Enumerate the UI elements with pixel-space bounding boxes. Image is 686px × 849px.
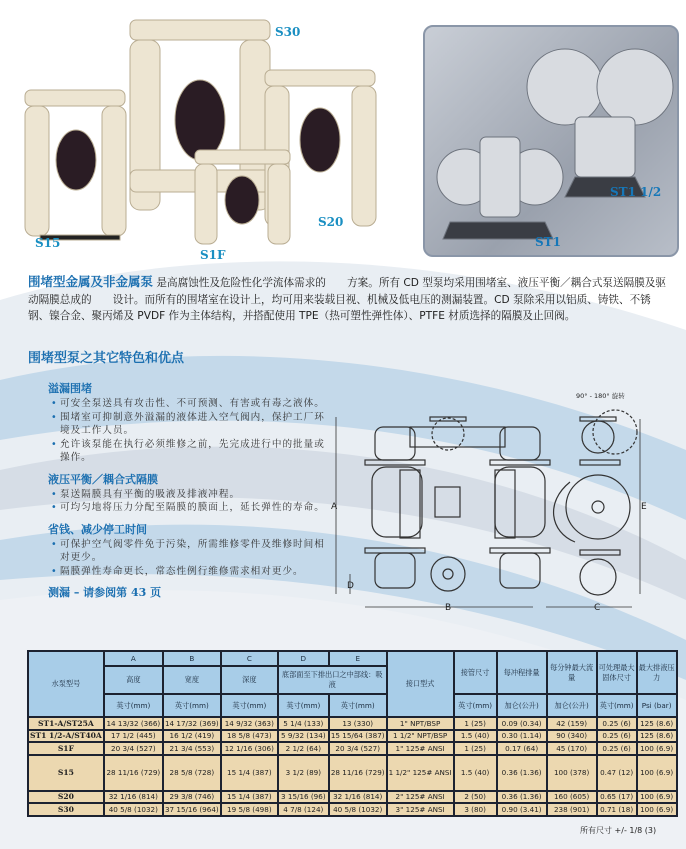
model-cell: S20 bbox=[28, 791, 104, 804]
intro-body: 是高腐蚀性及危险性化学流体需求的 方案。所有 CD 型泵均采用围堵室、液压平衡／耦合式泵送隔膜及驱动隔膜总成的 设计。而所有的围堵室在设计上，均可用来装载目视、机械及低电压的测漏装置。CD 泵除采用以铝质、铸铁、不锈钢、镍合金、聚丙烯及 PVDF 作为主体结构，并搭配使用 TPE（热可塑性弹性体）、PTFE 材质选择的隔膜及止回阀。 bbox=[28, 277, 666, 322]
feature-bullet: • 可保护空气阀零件免于污染，所需维修零件及维修时间相对更少。 bbox=[48, 538, 330, 565]
table-row bbox=[28, 803, 677, 816]
label-s20: S20 bbox=[318, 215, 344, 229]
model-cell: ST1 1/2-A/ST40A bbox=[30, 731, 102, 741]
model-cell: S30 bbox=[28, 803, 104, 816]
value-cell: 1 1/2" 125# ANSI bbox=[387, 755, 454, 791]
pump-s1f bbox=[195, 150, 290, 244]
value-cell: 100 (6.9) bbox=[637, 742, 677, 755]
value-cell: 13 (330) bbox=[329, 717, 387, 730]
value-cell: 37 15/16 (964) bbox=[163, 803, 221, 816]
feature-heading: 液压平衡／耦合式隔膜 bbox=[48, 472, 158, 486]
header-unit: 加仑(公升) bbox=[547, 694, 597, 717]
header-letter: B bbox=[163, 651, 221, 666]
value-cell: 5 9/32 (134) bbox=[278, 730, 329, 743]
feature-bullet: • 隔膜弹性寿命更长，常态性例行维修需求相对更少。 bbox=[48, 565, 330, 579]
value-cell: 100 (378) bbox=[547, 755, 597, 791]
value-cell: 2 (50) bbox=[454, 791, 497, 804]
intro-lead: 围堵型金属及非金属泵 bbox=[28, 274, 154, 289]
value-cell: 0.71 (18) bbox=[597, 803, 637, 816]
value-cell: 19 5/8 (498) bbox=[221, 803, 278, 816]
value-cell: 0.36 (1.36) bbox=[497, 791, 547, 804]
value-cell: 28 5/8 (728) bbox=[163, 755, 221, 791]
value-cell: 14 9/32 (363) bbox=[221, 717, 278, 730]
value-cell: 1 (25) bbox=[454, 717, 497, 730]
value-cell: 20 3/4 (527) bbox=[104, 742, 163, 755]
header-max-solids: 可处理最大固体尺寸 bbox=[597, 651, 637, 694]
label-s15: S15 bbox=[35, 236, 61, 250]
features-title: 围堵型泵之其它特色和优点 bbox=[28, 351, 185, 366]
value-cell: 1" 125# ANSI bbox=[387, 742, 454, 755]
model-cell: S15 bbox=[28, 755, 104, 791]
model-cell: S1F bbox=[28, 742, 104, 755]
value-cell: 3" 125# ANSI bbox=[387, 803, 454, 816]
value-cell: 15 15/64 (387) bbox=[330, 731, 385, 741]
header-model: 水泵型号 bbox=[28, 651, 104, 717]
label-st1-1-2: ST1 1/2 bbox=[610, 185, 662, 199]
header-letter: E bbox=[329, 651, 387, 666]
value-cell: 18 5/8 (473) bbox=[221, 730, 278, 743]
value-cell: 32 1/16 (814) bbox=[104, 791, 163, 804]
value-cell: 3 1/2 (89) bbox=[278, 755, 329, 791]
header-unit: 英寸(mm) bbox=[221, 694, 278, 717]
pump-st1 bbox=[437, 137, 563, 239]
header-depth: 深度 bbox=[221, 666, 278, 694]
value-cell: 160 (605) bbox=[547, 791, 597, 804]
features-list bbox=[48, 380, 330, 601]
leak-detection-reference: 测漏 – 请参阅第 43 页 bbox=[48, 586, 162, 599]
dim-label-b: B bbox=[445, 603, 452, 613]
header-unit: 加仑(公升) bbox=[497, 694, 547, 717]
value-cell: 1.5 (40) bbox=[454, 730, 497, 743]
table-row bbox=[28, 791, 677, 804]
header-unit: 英寸(mm) bbox=[163, 694, 221, 717]
header-unit: 英寸(mm) bbox=[329, 694, 387, 717]
value-cell: 0.90 (3.41) bbox=[497, 803, 547, 816]
specifications-table bbox=[27, 650, 678, 817]
intro-paragraph bbox=[28, 274, 668, 325]
table-row bbox=[28, 755, 677, 791]
value-cell: 2 1/2 (64) bbox=[278, 742, 329, 755]
feature-bullet: • 允许该泵能在执行必须维修之前，先完成进行中的批量或操作。 bbox=[48, 438, 330, 465]
value-cell: 20 3/4 (527) bbox=[329, 742, 387, 755]
dimension-drawing bbox=[330, 382, 686, 614]
value-cell: 15 1/4 (387) bbox=[221, 755, 278, 791]
header-displacement: 每冲程排量 bbox=[497, 651, 547, 694]
value-cell: 238 (901) bbox=[547, 803, 597, 816]
table-row bbox=[28, 730, 677, 743]
value-cell: 90 (340) bbox=[547, 730, 597, 743]
value-cell: 1 1/2" NPT/BSP bbox=[387, 730, 454, 743]
value-cell: 0.17 (64) bbox=[497, 742, 547, 755]
rotation-label: 90° - 180° 旋转 bbox=[576, 392, 625, 400]
metal-pumps-photo bbox=[423, 25, 679, 257]
value-cell: 0.47 (12) bbox=[597, 755, 637, 791]
value-cell: 29 3/8 (746) bbox=[163, 791, 221, 804]
footnote: 所有尺寸 +/- 1/8 (3) bbox=[580, 826, 657, 835]
feature-heading: 溢漏围堵 bbox=[48, 382, 92, 395]
value-cell: 100 (6.9) bbox=[637, 803, 677, 816]
value-cell: 16 1/2 (419) bbox=[163, 730, 221, 743]
value-cell: 0.25 (6) bbox=[597, 730, 637, 743]
value-cell: 42 (159) bbox=[547, 717, 597, 730]
header-height: 高度 bbox=[104, 666, 163, 694]
nonmetal-pumps-photo bbox=[10, 10, 410, 260]
dim-label-e: E bbox=[641, 502, 647, 512]
header-width: 宽度 bbox=[163, 666, 221, 694]
value-cell: 0.09 (0.34) bbox=[497, 717, 547, 730]
value-cell: 5 1/4 (133) bbox=[278, 717, 329, 730]
value-cell: 45 (170) bbox=[547, 742, 597, 755]
table-row bbox=[28, 742, 677, 755]
value-cell: 0.25 (6) bbox=[597, 742, 637, 755]
dim-label-c: C bbox=[594, 603, 601, 613]
header-unit: Psi (bar) bbox=[637, 694, 677, 717]
header-letter: A bbox=[104, 651, 163, 666]
value-cell: 1" NPT/BSP bbox=[387, 717, 454, 730]
dim-label-a: A bbox=[331, 502, 338, 512]
value-cell: 40 5/8 (1032) bbox=[104, 803, 163, 816]
header-unit: 英寸(mm) bbox=[278, 694, 329, 717]
model-cell: ST1-A/ST25A bbox=[28, 717, 104, 730]
feature-bullet: • 可安全泵送具有攻击性、不可预测、有害或有毒之液体。 bbox=[48, 397, 330, 411]
value-cell: 100 (6.9) bbox=[637, 791, 677, 804]
header-max-flow: 每分钟最大流量 bbox=[547, 651, 597, 694]
feature-bullet: • 泵送隔膜具有平衡的吸液及排液冲程。 bbox=[48, 488, 330, 502]
header-port-type: 接口型式 bbox=[387, 651, 454, 717]
value-cell: 0.30 (1.14) bbox=[497, 730, 547, 743]
label-st1: ST1 bbox=[535, 235, 561, 249]
dim-label-d: D bbox=[347, 581, 354, 591]
value-cell: 3 (80) bbox=[454, 803, 497, 816]
value-cell: 0.36 (1.36) bbox=[497, 755, 547, 791]
value-cell: 32 1/16 (814) bbox=[329, 791, 387, 804]
header-unit: 英寸(mm) bbox=[454, 694, 497, 717]
header-pipe-size: 接管尺寸 bbox=[454, 651, 497, 694]
value-cell: 40 5/8 (1032) bbox=[329, 803, 387, 816]
value-cell: 14 17/32 (369) bbox=[163, 717, 221, 730]
value-cell: 17 1/2 (445) bbox=[104, 730, 163, 743]
value-cell: 125 (8.6) bbox=[637, 717, 677, 730]
value-cell: 100 (6.9) bbox=[637, 755, 677, 791]
value-cell: 12 1/16 (306) bbox=[221, 742, 278, 755]
header-de: 底部面至下排出口之中部线：吸液 bbox=[278, 666, 387, 694]
value-cell: 1.5 (40) bbox=[454, 755, 497, 791]
header-unit: 英寸(mm) bbox=[597, 694, 637, 717]
value-cell: 28 11/16 (729) bbox=[104, 755, 163, 791]
value-cell: 2" 125# ANSI bbox=[387, 791, 454, 804]
value-cell: 14 13/32 (366) bbox=[104, 717, 163, 730]
feature-bullet: • 围堵室可抑制意外溢漏的液体进入空气阀内，保护工厂环境及工作人员。 bbox=[48, 411, 330, 438]
value-cell: 1 (25) bbox=[454, 742, 497, 755]
value-cell: 3 15/16 (96) bbox=[278, 791, 329, 804]
header-max-pressure: 最大排液压力 bbox=[637, 651, 677, 694]
pump-s15 bbox=[25, 90, 126, 240]
header-letter: C bbox=[221, 651, 278, 666]
value-cell: 4 7/8 (124) bbox=[278, 803, 329, 816]
value-cell: 0.25 (6) bbox=[597, 717, 637, 730]
label-s30: S30 bbox=[275, 25, 301, 39]
value-cell: 125 (8.6) bbox=[637, 730, 677, 743]
table-row bbox=[28, 717, 677, 730]
header-unit: 英寸(mm) bbox=[104, 694, 163, 717]
header-letter: D bbox=[278, 651, 329, 666]
value-cell: 0.65 (17) bbox=[597, 791, 637, 804]
value-cell: 21 3/4 (553) bbox=[163, 742, 221, 755]
label-s1f: S1F bbox=[200, 248, 226, 262]
feature-heading: 省钱、减少停工时间 bbox=[48, 522, 147, 536]
value-cell: 28 11/16 (729) bbox=[329, 755, 387, 791]
feature-bullet: • 可均匀地将压力分配至隔膜的膜面上，延长弹性的寿命。 bbox=[48, 501, 330, 515]
value-cell: 15 1/4 (387) bbox=[221, 791, 278, 804]
